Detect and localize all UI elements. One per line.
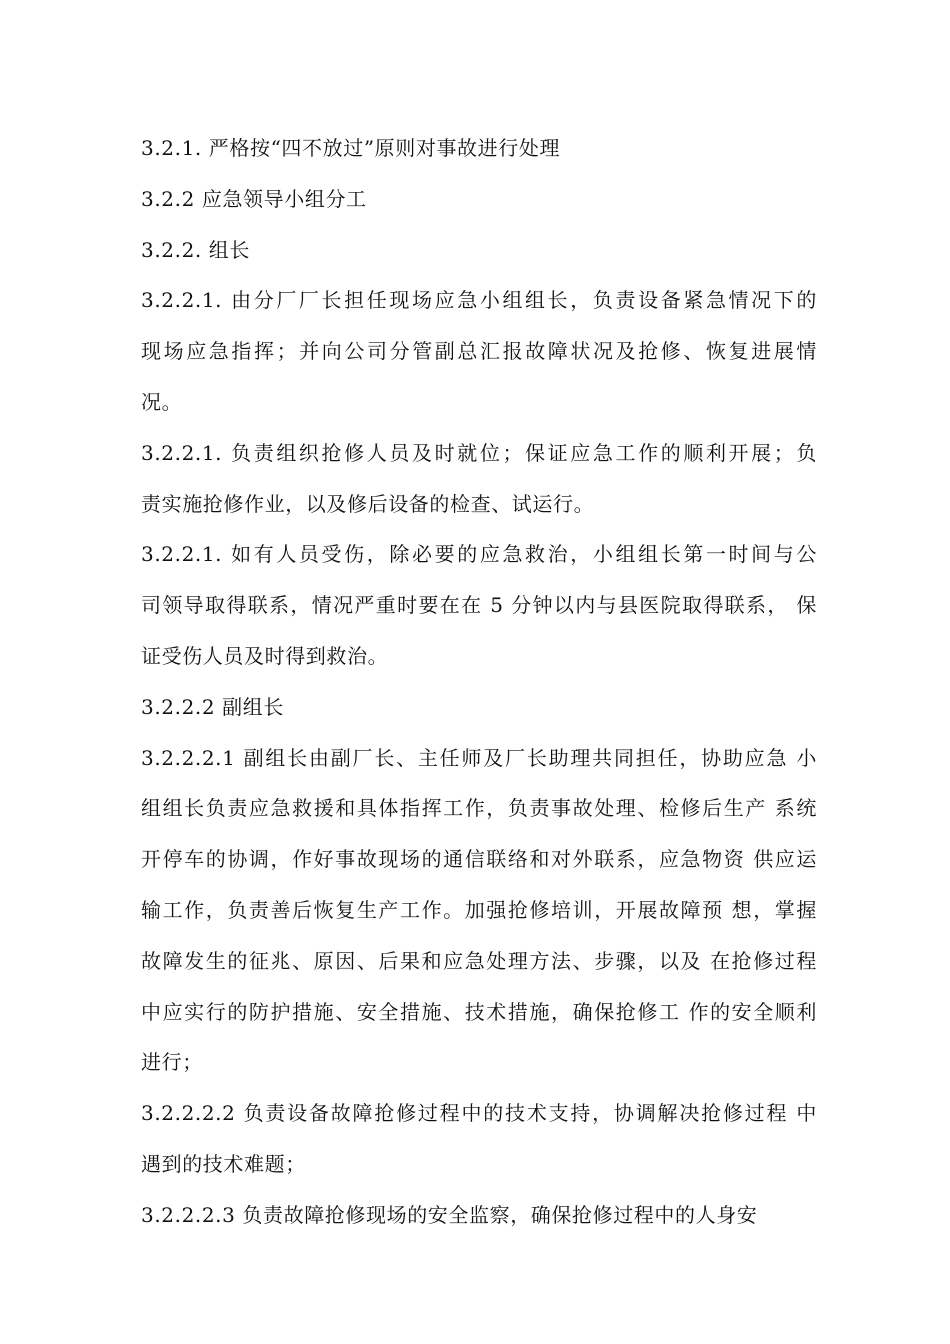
text-line: 输工作，负责善后恢复生产工作。加强抢修培训，开展故障预 想，掌握	[141, 897, 817, 922]
text-line: 证受伤人员及时得到救治。	[141, 643, 389, 668]
text-line: 3.2.2.1. 由分厂厂长担任现场应急小组组长，负责设备紧急情况下的	[141, 288, 817, 313]
text-line: 3.2.2.1. 负责组织抢修人员及时就位；保证应急工作的顺利开展；负	[141, 440, 817, 465]
text-line: 遇到的技术难题；	[141, 1151, 306, 1176]
text-line: 故障发生的征兆、原因、后果和应急处理方法、步骤，以及 在抢修过程	[141, 948, 817, 973]
text-line: 3.2.2.2.2 负责设备故障抢修过程中的技术支持，协调解决抢修过程 中	[141, 1101, 817, 1126]
text-line: 中应实行的防护措施、安全措施、技术措施，确保抢修工 作的安全顺利	[141, 999, 817, 1024]
text-line: 3.2.2.1. 如有人员受伤，除必要的应急救治，小组组长第一时间与公	[141, 542, 817, 567]
document-body	[141, 123, 817, 1241]
text-line: 进行；	[141, 1050, 203, 1075]
text-line: 开停车的协调，作好事故现场的通信联络和对外联系，应急物资 供应运	[141, 847, 817, 872]
text-line: 3.2.2.2 副组长	[141, 694, 284, 719]
text-line: 组组长负责应急救援和具体指挥工作，负责事故处理、检修后生产 系统	[141, 796, 817, 821]
text-line: 现场应急指挥；并向公司分管副总汇报故障状况及抢修、恢复进展情	[141, 339, 817, 364]
text-line: 3.2.2.2.3 负责故障抢修现场的安全监察，确保抢修过程中的人身安	[141, 1202, 758, 1227]
text-line: 3.2.2. 组长	[141, 237, 251, 262]
text-line: 3.2.2 应急领导小组分工	[141, 186, 367, 211]
text-line: 责实施抢修作业，以及修后设备的检查、试运行。	[141, 491, 595, 516]
text-line: 3.2.2.2.1 副组长由副厂长、主任师及厂长助理共同担任，协助应急 小	[141, 745, 817, 770]
text-line: 司领导取得联系，情况严重时要在在 5 分钟以内与县医院取得联系， 保	[141, 593, 817, 618]
text-line: 况。	[141, 389, 183, 414]
text-line: 3.2.1. 严格按“四不放过”原则对事故进行处理	[141, 136, 561, 160]
